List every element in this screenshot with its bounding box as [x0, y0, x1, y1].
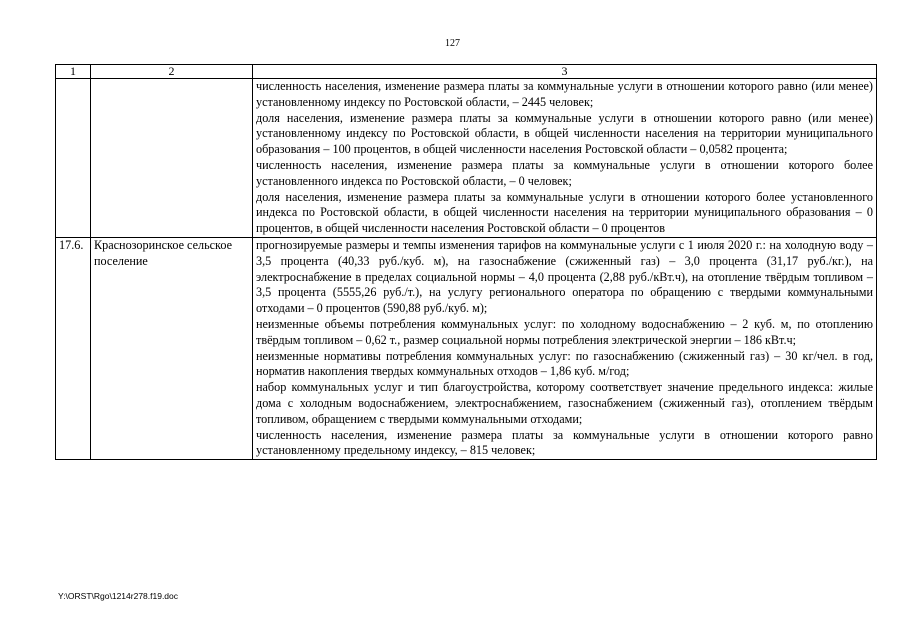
paragraph: доля населения, изменение размера платы за коммунальные услуги в отношении которого более установленного индекса по Ростовской области, в общей численности населения на территории муниципального образования – 0 процентов, в общей численности населения Ростовской области – 0 процентов	[256, 189, 873, 236]
settlement-name: Краснозоринское сельское поселение	[91, 237, 253, 459]
page-number: 127	[445, 38, 460, 49]
paragraph: численность населения, изменение размера платы за коммунальные услуги в отношении которого более установленного индекса по Ростовской области, – 0 человек;	[256, 157, 873, 188]
continuation-number-cell	[56, 79, 91, 238]
continuation-name-cell	[91, 79, 253, 238]
paragraph: численность населения, изменение размера платы за коммунальные услуги в отношении которого равно установленному предельному индексу, – 815 человек;	[256, 427, 873, 458]
paragraph: прогнозируемые размеры и темпы изменения тарифов на коммунальные услуги с 1 июля 2020 г.: на холодную воду – 3,5 процента (40,33 руб./куб. м), на газоснабжение (сжиженный газ) – 3,0 процента (31,17 руб./кг.), на электроснабжение в пределах социальной нормы – 4,0 процента (2,88 руб./кВт.ч), на отопление твёрдым топливом – 3,5 процента (5555,26 руб./т.), на услугу регионального оператора по обращению с твердыми коммунальными отходами – 0 процентов (590,88 руб./куб. м);	[256, 237, 873, 316]
paragraph: доля населения, изменение размера платы за коммунальные услуги в отношении которого равно (или менее) установленному индексу по Ростовской области, в общей численности населения на территории муниципального образования – 100 процентов, в общей численности населения Ростовской области – 0,0582 процента;	[256, 110, 873, 157]
row-number: 17.6.	[56, 237, 91, 459]
header-col-1: 1	[56, 65, 91, 79]
continuation-row	[56, 79, 877, 238]
table-row	[56, 237, 877, 459]
header-col-2: 2	[91, 65, 253, 79]
document-table	[55, 64, 877, 460]
paragraph: численность населения, изменение размера платы за коммунальные услуги в отношении которого равно (или менее) установленному индексу по Ростовской области, – 2445 человек;	[256, 79, 873, 109]
table-header-row	[56, 65, 877, 79]
continuation-text-cell	[253, 79, 877, 238]
paragraph: неизменные объемы потребления коммунальных услуг: по холодному водоснабжению – 2 куб. м, по отоплению твёрдым топливом – 0,62 т., размер социальной нормы потребления электрической энергии – 186 кВт.ч;	[256, 316, 873, 347]
paragraph: набор коммунальных услуг и тип благоустройства, которому соответствует значение предельного индекса: жилые дома с холодным водоснабжением, электроснабжением, газоснабжением (сжиженный газ), отоплением твёрдым топливом, обращением с твердыми коммунальными отходами;	[256, 380, 873, 426]
paragraph: неизменные нормативы потребления коммунальных услуг: по газоснабжению (сжиженный газ) – 30 кг/чел. в год, норматив накопления твердых коммунальных отходов – 1,86 куб. м/год;	[256, 348, 873, 379]
row-text-cell	[253, 237, 877, 459]
header-col-3: 3	[253, 65, 877, 79]
file-path-footer: Y:\ORST\Rgo\1214r278.f19.doc	[58, 591, 179, 601]
